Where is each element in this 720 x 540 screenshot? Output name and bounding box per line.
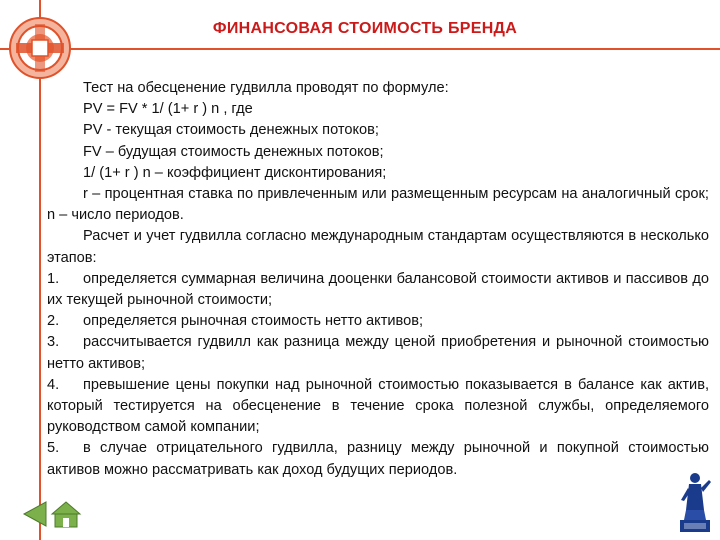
list-item: [47, 269, 709, 311]
fv-definition: FV – будущая стоимость денежных потоков;: [83, 143, 384, 160]
list-item-number: 1.: [47, 270, 60, 287]
rate-definition: r – процентная ставка по привлеченным или размещенным ресурсам на аналогичный срок; n – число периодов.: [47, 186, 709, 224]
discount-definition: 1/ (1+ r ) n – коэффициент дисконтирования;: [83, 164, 387, 181]
list-item-number: 5.: [47, 440, 60, 457]
list-item-text: рассчитывается гудвилл как разница между ценой приобретения и рыночной стоимостью нетто активов;: [47, 334, 709, 372]
list-item-text: в случае отрицательного гудвилла, разницу между рыночной и покупной стоимостью активов можно рассматривать как доход будущих периодов.: [47, 440, 709, 478]
list-item-number: 4.: [47, 376, 60, 393]
home-icon: [52, 502, 80, 527]
list-item-text: превышение цены покупки над рыночной стоимостью показывается в балансе как актив, который тестируется на обесценение в течение срока полезной службы, определяемого руководством самой компании;: [47, 376, 709, 436]
formula-intro: Тест на обесценение гудвилла проводят по формуле:: [83, 80, 449, 96]
list-item-number: 3.: [47, 334, 60, 351]
list-item: [47, 375, 709, 439]
back-button[interactable]: [24, 502, 46, 526]
university-emblem-icon: [2, 10, 78, 86]
slide-navigation: [20, 499, 82, 529]
back-arrow-icon: [24, 502, 46, 526]
formula-line: PV = FV * 1/ (1+ r ) n , где: [83, 101, 253, 118]
slide-body: [47, 78, 709, 481]
statue-logo-icon: [676, 470, 714, 534]
stages-intro: Расчет и учет гудвилла согласно международным стандартам осуществляются в несколько этапов:: [47, 228, 709, 266]
list-item-number: 2.: [47, 313, 60, 330]
slide-title: ФИНАНСОВАЯ СТОИМОСТЬ БРЕНДА: [212, 20, 518, 37]
list-item-text: определяется рыночная стоимость нетто активов;: [83, 313, 424, 330]
home-button[interactable]: [52, 502, 80, 527]
list-item: [47, 438, 709, 480]
list-item: [47, 332, 709, 374]
list-item-text: определяется суммарная величина дооценки балансовой стоимости активов и пассивов до их текущей рыночной стоимости;: [47, 270, 709, 309]
pv-definition: PV - текущая стоимость денежных потоков;: [83, 122, 379, 139]
top-accent-line: [0, 48, 720, 50]
list-item: [47, 311, 709, 332]
